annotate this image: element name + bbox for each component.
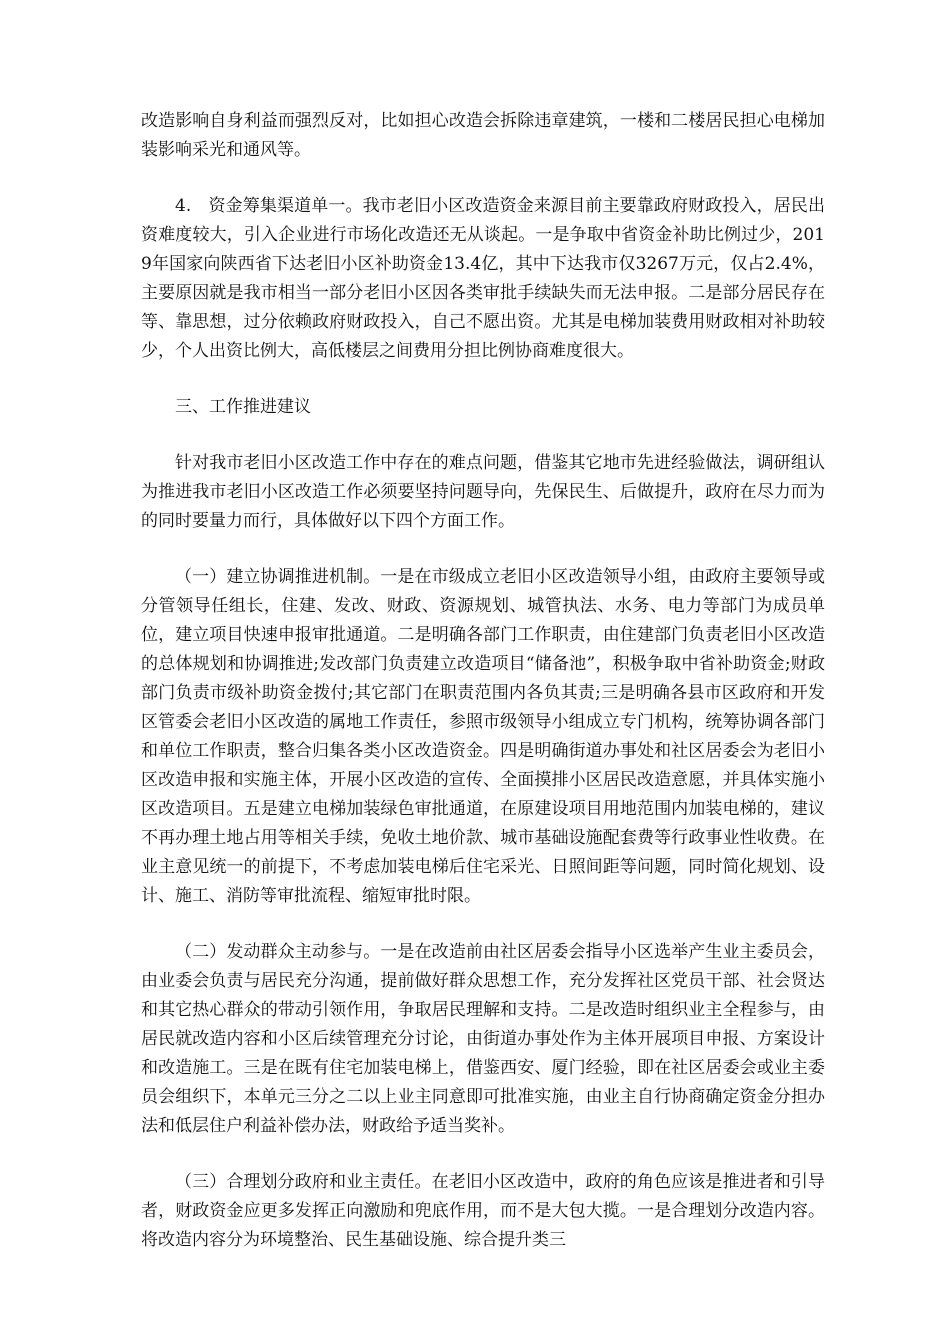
paragraph-gap: [141, 165, 825, 192]
paragraph-gap: [141, 1141, 825, 1168]
paragraph-public-participation: （二）发动群众主动参与。一是在改造前由社区居委会指导小区选举产生业主委员会，由业委会负责与居民充分沟通，提前做好群众思想工作，充分发挥社区党员干部、社会贤达和其它热心群众的带动引领作用，争取居民理解和支持。二是改造时组织业主全程参与，由居民就改造内容和小区后续管理充分讨论，由街道办事处作为主体开展项目申报、方案设计和改造施工。三是在既有住宅加装电梯上，借鉴西安、厦门经验，即在社区居委会或业主委员会组织下，本单元三分之二以上业主同意即可批准实施，由业主自行协商确定资金分担办法和低层住户利益补偿办法，财政给予适当奖补。: [141, 942, 825, 1136]
paragraph-gap: [141, 536, 825, 563]
paragraph-intro: 针对我市老旧小区改造工作中存在的难点问题，借鉴其它地市先进经验做法，调研组认为推进我市老旧小区改造工作必须要坚持问题导向，先保民生、后做提升，政府在尽力而为的同时要量力而行，具体做好以下四个方面工作。: [141, 453, 825, 531]
paragraph-gap: [141, 911, 825, 938]
paragraph-responsibility-division: （三）合理划分政府和业主责任。在老旧小区改造中，政府的角色应该是推进者和引导者，财政资金应更多发挥正向激励和兜底作用，而不是大包大揽。一是合理划分改造内容。将改造内容分为环境整治、民生基础设施、综合提升类三: [141, 1172, 825, 1250]
paragraph-funding-channel: 4. 资金筹集渠道单一。我市老旧小区改造资金来源目前主要靠政府财政投入，居民出资难度较大，引入企业进行市场化改造还无从谈起。一是争取中省资金补助比例过少，2019年国家向陕西省下达老旧小区补助资金13.4亿，其中下达我市仅3267万元，仅占2.4%，主要原因就是我市相当一部分老旧小区因各类审批手续缺失而无法申报。二是部分居民存在等、靠思想，过分依赖政府财政投入，自己不愿出资。尤其是电梯加装费用财政相对补助较少，个人出资比例大，高低楼层之间费用分担比例协商难度很大。: [141, 196, 825, 361]
paragraph-gap: [141, 422, 825, 449]
document-body: [141, 107, 825, 1255]
paragraph-continued: 改造影响自身利益而强烈反对，比如担心改造会拆除违章建筑，一楼和二楼居民担心电梯加装影响采光和通风等。: [141, 111, 825, 160]
section-heading: 三、工作推进建议: [175, 397, 311, 417]
paragraph-coordination-mechanism: （一）建立协调推进机制。一是在市级成立老旧小区改造领导小组，由政府主要领导或分管领导任组长，住建、发改、财政、资源规划、城管执法、水务、电力等部门为成员单位，建立项目快速申报审批通道。二是明确各部门工作职责，由住建部门负责老旧小区改造的总体规划和协调推进;发改部门负责建立改造项目“储备池”，积极争取中省补助资金;财政部门负责市级补助资金拨付;其它部门在职责范围内各负其责;三是明确各县市区政府和开发区管委会老旧小区改造的属地工作责任，参照市级领导小组成立专门机构，统筹协调各部门和单位工作职责，整合归集各类小区改造资金。四是明确街道办事处和社区居委会为老旧小区改造申报和实施主体，开展小区改造的宣传、全面摸排小区居民改造意愿，并具体实施小区改造项目。五是建立电梯加装绿色审批通道，在原建设项目用地范围内加装电梯的，建议不再办理土地占用等相关手续，免收土地价款、城市基础设施配套费等行政事业性收费。在业主意见统一的前提下，不考虑加装电梯后住宅采光、日照间距等问题，同时简化规划、设计、施工、消防等审批流程、缩短审批时限。: [141, 567, 825, 906]
paragraph-gap: [141, 366, 825, 393]
